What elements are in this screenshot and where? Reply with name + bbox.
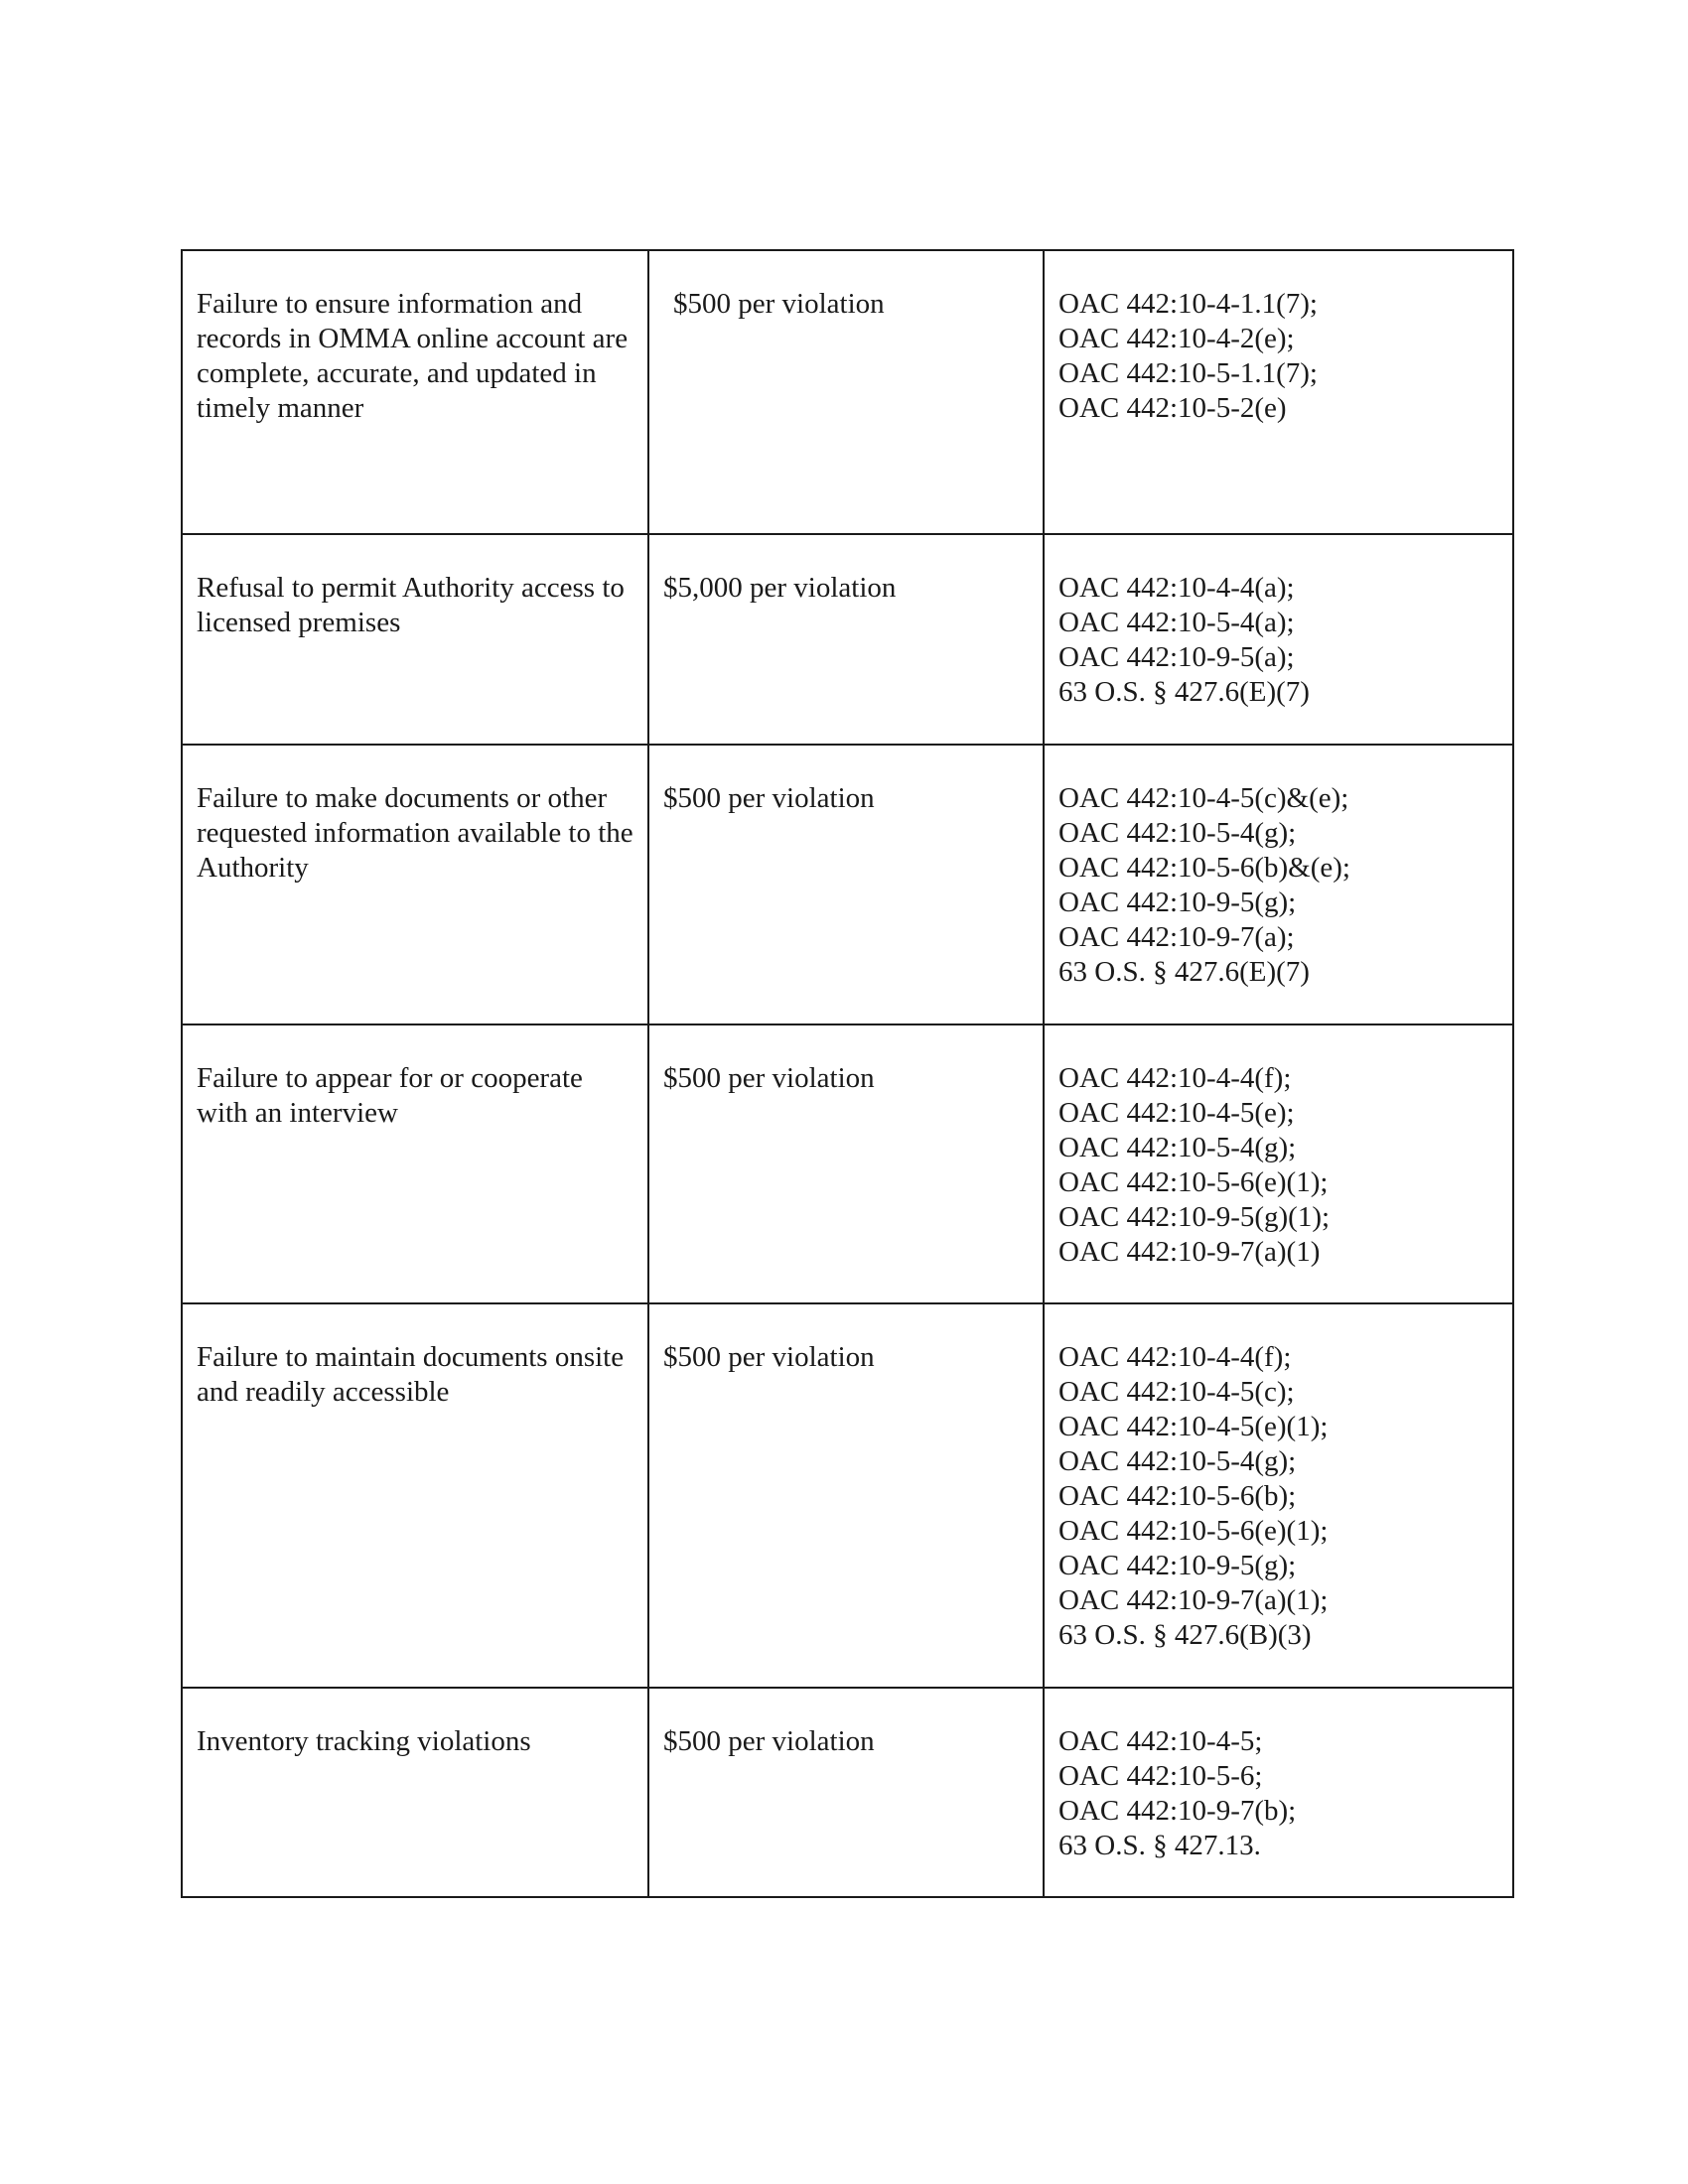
- citation-line: OAC 442:10-4-4(f);: [1058, 1341, 1292, 1373]
- citation-cell: [1044, 534, 1513, 745]
- citation-line: OAC 442:10-4-1.1(7);: [1058, 288, 1318, 320]
- citation-line: OAC 442:10-9-5(a);: [1058, 641, 1295, 673]
- violation-cell: [182, 745, 648, 1024]
- violation-text: Failure to ensure information and records in OMMA online account are complete, accurate, and updated in timely manner: [197, 288, 629, 424]
- citation-line: OAC 442:10-9-7(a)(1): [1058, 1236, 1321, 1268]
- penalty-cell: [648, 1024, 1044, 1303]
- penalty-text: $500 per violation: [663, 1341, 875, 1373]
- violation-text: Failure to appear for or cooperate with an interview: [197, 1062, 583, 1129]
- penalty-text: $500 per violation: [663, 782, 875, 814]
- citation-line: OAC 442:10-4-5(c)&(e);: [1058, 782, 1349, 814]
- citation-line: OAC 442:10-5-1.1(7);: [1058, 357, 1318, 389]
- violation-cell: [182, 250, 648, 534]
- citation-cell: [1044, 250, 1513, 534]
- violation-text: Failure to make documents or other requested information available to the Authority: [197, 782, 633, 884]
- citation-line: OAC 442:10-4-5(e)(1);: [1058, 1411, 1329, 1442]
- citation-line: OAC 442:10-5-6(b);: [1058, 1480, 1297, 1512]
- citation-line: OAC 442:10-5-6;: [1058, 1760, 1263, 1792]
- table-row: [182, 1024, 1513, 1303]
- citation-line: OAC 442:10-4-5;: [1058, 1725, 1263, 1757]
- penalty-cell: [648, 745, 1044, 1024]
- citation-line: OAC 442:10-5-6(e)(1);: [1058, 1515, 1329, 1547]
- citation-line: OAC 442:10-9-5(g)(1);: [1058, 1201, 1331, 1233]
- table-row: [182, 1303, 1513, 1688]
- table-row: [182, 745, 1513, 1024]
- citation-line: OAC 442:10-4-5(c);: [1058, 1376, 1295, 1408]
- citation-line: OAC 442:10-4-5(e);: [1058, 1097, 1295, 1129]
- citation-line: OAC 442:10-5-4(g);: [1058, 817, 1297, 849]
- citation-line: OAC 442:10-9-7(a);: [1058, 921, 1295, 953]
- violation-text: Refusal to permit Authority access to licensed premises: [197, 572, 625, 638]
- penalty-text: $500 per violation: [663, 1725, 875, 1757]
- citation-line: OAC 442:10-9-7(a)(1);: [1058, 1584, 1329, 1616]
- table-row: [182, 534, 1513, 745]
- citation-line: 63 O.S. § 427.6(E)(7): [1058, 956, 1310, 988]
- citation-line: OAC 442:10-5-6(b)&(e);: [1058, 852, 1350, 884]
- table-row: [182, 250, 1513, 534]
- citation-line: OAC 442:10-5-4(a);: [1058, 607, 1295, 638]
- citation-cell: [1044, 1024, 1513, 1303]
- violation-cell: [182, 1303, 648, 1688]
- citation-line: OAC 442:10-9-7(b);: [1058, 1795, 1297, 1827]
- citation-cell: [1044, 1688, 1513, 1897]
- penalty-cell: [648, 534, 1044, 745]
- citation-line: OAC 442:10-5-4(g);: [1058, 1445, 1297, 1477]
- citation-line: 63 O.S. § 427.13.: [1058, 1830, 1261, 1861]
- citation-line: OAC 442:10-5-4(g);: [1058, 1132, 1297, 1163]
- violation-cell: [182, 1024, 648, 1303]
- violation-cell: [182, 1688, 648, 1897]
- citation-cell: [1044, 745, 1513, 1024]
- citation-line: OAC 442:10-9-5(g);: [1058, 1550, 1297, 1581]
- penalty-cell: [648, 1303, 1044, 1688]
- citation-line: OAC 442:10-4-2(e);: [1058, 323, 1295, 354]
- violation-cell: [182, 534, 648, 745]
- penalty-text: $500 per violation: [663, 1062, 875, 1094]
- table-row: [182, 1688, 1513, 1897]
- citation-line: OAC 442:10-5-2(e): [1058, 392, 1287, 424]
- penalty-cell: [648, 250, 1044, 534]
- violation-text: Failure to maintain documents onsite and readily accessible: [197, 1341, 625, 1408]
- citation-line: 63 O.S. § 427.6(E)(7): [1058, 676, 1310, 708]
- penalty-text: $5,000 per violation: [663, 572, 897, 604]
- violation-text: Inventory tracking violations: [197, 1725, 531, 1757]
- citation-line: OAC 442:10-4-4(f);: [1058, 1062, 1292, 1094]
- citation-cell: [1044, 1303, 1513, 1688]
- penalty-cell: [648, 1688, 1044, 1897]
- citation-line: OAC 442:10-9-5(g);: [1058, 887, 1297, 918]
- citation-line: 63 O.S. § 427.6(B)(3): [1058, 1619, 1312, 1651]
- penalty-text: $500 per violation: [673, 288, 885, 320]
- citation-line: OAC 442:10-5-6(e)(1);: [1058, 1166, 1329, 1198]
- violations-table: [181, 249, 1514, 1898]
- citation-line: OAC 442:10-4-4(a);: [1058, 572, 1295, 604]
